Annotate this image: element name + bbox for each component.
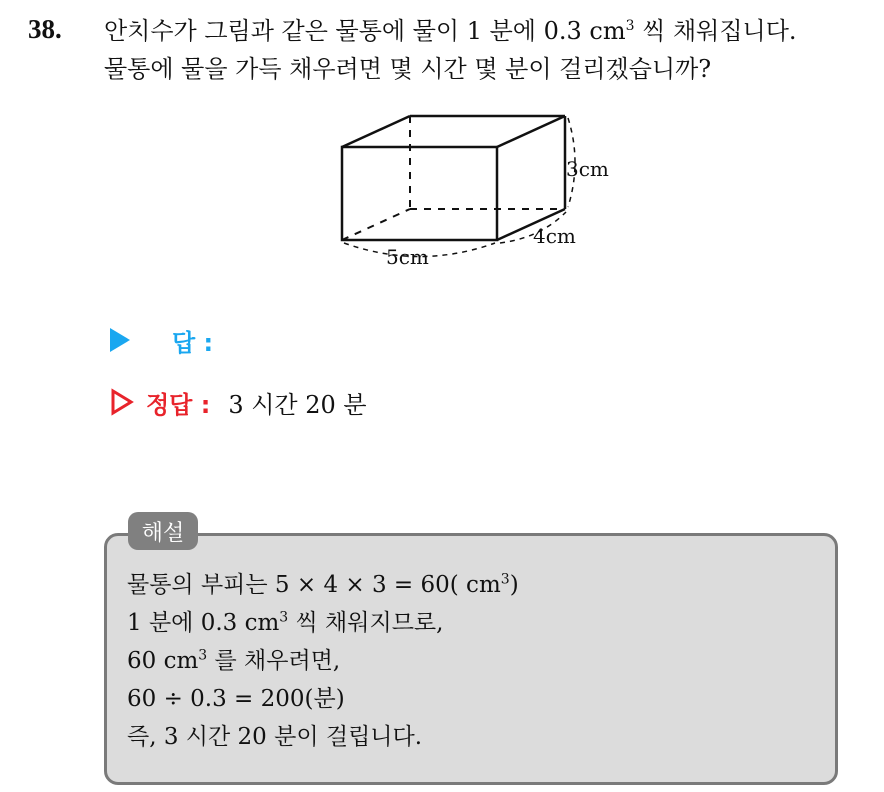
superscript: 3 [198,647,208,664]
superscript: 3 [279,609,289,626]
question-line-1: 안치수가 그림과 같은 물통에 물이 1 분에 0.3 $cm^3$ 씩 채워집니다. [104,17,797,45]
box-figure [330,110,630,280]
answer-row [110,322,213,358]
question-line-2: 물통에 물을 가득 채우려면 몇 시간 몇 분이 걸리겠습니까? [104,55,712,83]
edge [497,116,565,147]
question-text [104,12,874,88]
solution-tab: 해설 [128,512,198,550]
correct-answer-value: 3 시간 20 분 [228,390,367,419]
edge [342,116,410,147]
width-label: 5cm [386,245,429,269]
height-label: 3cm [566,157,609,181]
question-number: 38. [28,14,62,44]
hidden-edge [342,209,410,240]
superscript: 3 [625,18,635,34]
correct-answer-row [110,384,367,420]
play-triangle-icon [110,328,130,352]
cuboid-diagram [330,110,630,280]
solution-line-4: 60 ÷ 0.3 = 200(분) [127,686,345,712]
solution-line-2: 1 분에 0.3 $cm^3$ 씩 채워지므로, [127,609,444,636]
solution-line-3: 60 $cm^3$ 를 채우려면, [127,647,341,674]
superscript: 3 [500,571,510,588]
solution-box [104,533,838,785]
solution-line-1: 물통의 부피는 5 × 4 × 3 = 60( $cm^3$) [127,571,519,598]
front-face [342,147,497,240]
answer-label: 답 : [172,328,214,357]
depth-label: 4cm [533,224,576,248]
correct-answer-label: 정답 : [146,390,211,419]
outline-triangle-icon [110,388,134,416]
solution-text [127,566,827,756]
solution-line-5: 즉, 3 시간 20 분이 걸립니다. [127,724,423,750]
